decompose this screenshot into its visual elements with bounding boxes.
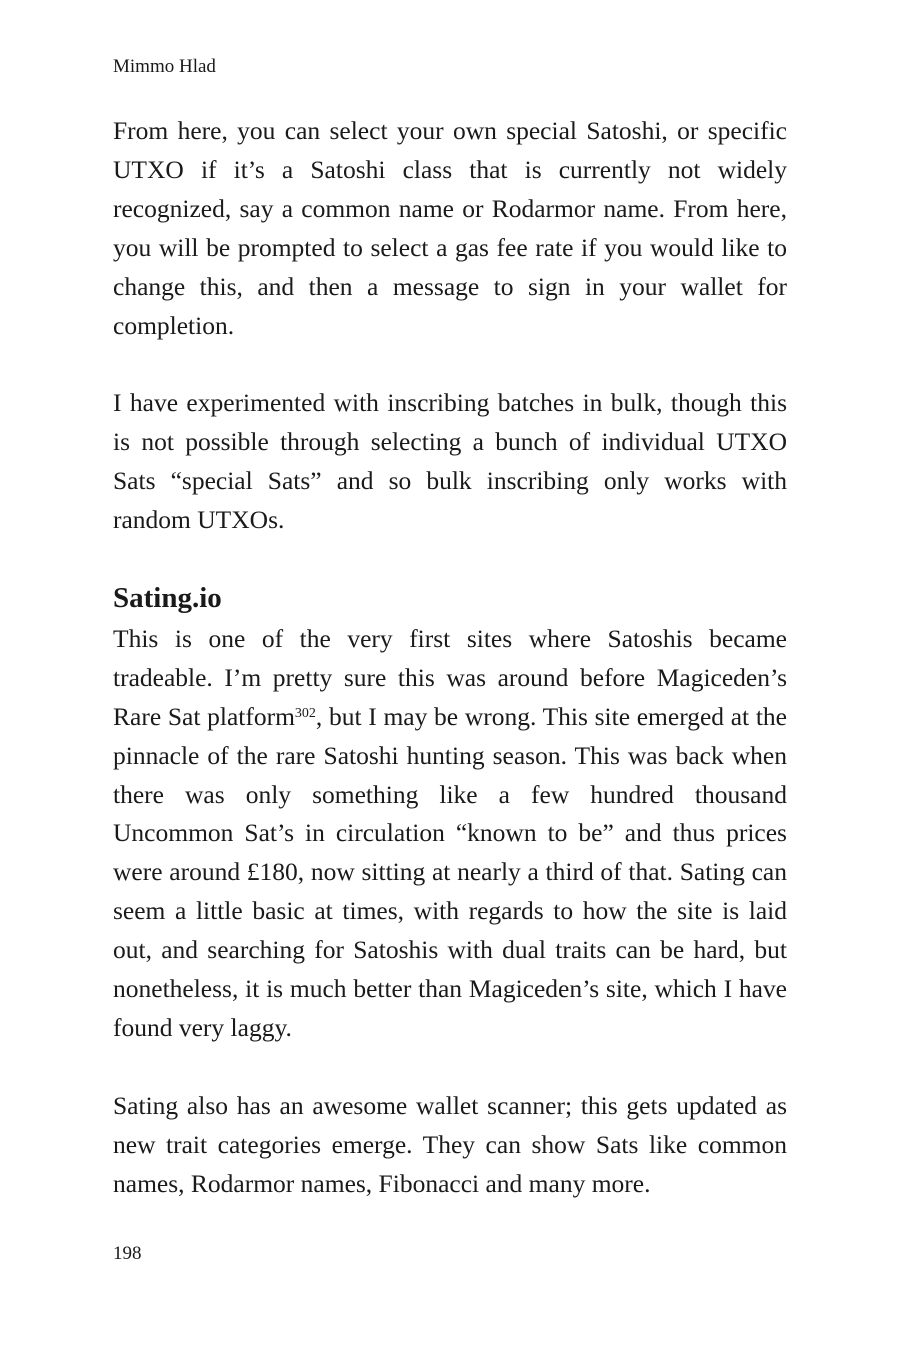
section-heading: Sating.io (113, 581, 222, 614)
running-header: Mimmo Hlad (113, 56, 216, 77)
page-number: 198 (113, 1243, 142, 1264)
footnote-reference[interactable]: 302 (294, 705, 316, 721)
body-paragraph (113, 620, 787, 1048)
paragraph-text: , but I may be wrong. This site emerged at the pinnacle of the rare Satoshi hunting season. This was back when there was only something like a few hundred thousand Uncommon Sat’s in circulation “known to be” and thus prices were around £180, now sitting at nearly a third of that. Sating can seem a little basic at times, with regards to how the site is laid out, and searching for Satoshis with dual traits can be hard, but nonetheless, it is much better than Magiceden’s site, which I have found very laggy. (113, 701, 787, 1043)
paragraph-text: This is one of the very first sites where Satoshis became tradeable. I’m pretty sure this was around before Magiceden’s Rare Sat platform (113, 623, 787, 731)
body-paragraph: I have experimented with inscribing batches in bulk, though this is not possible through selecting a bunch of individual UTXO Sats “special Sats” and so bulk inscribing only works with random UTXOs. (113, 388, 787, 535)
body-paragraph: Sating also has an awesome wallet scanner; this gets updated as new trait categories emerge. They can show Sats like common names, Rodarmor names, Fibonacci and many more. (113, 1090, 787, 1198)
page-content (113, 112, 787, 1204)
body-paragraph: From here, you can select your own special Satoshi, or specific UTXO if it’s a Satoshi class that is currently not widely recognized, say a common name or Rodarmor name. From here, you will be prompted to select a gas fee rate if you would like to change this, and then a message to sign in your wallet for completion. (113, 116, 787, 340)
